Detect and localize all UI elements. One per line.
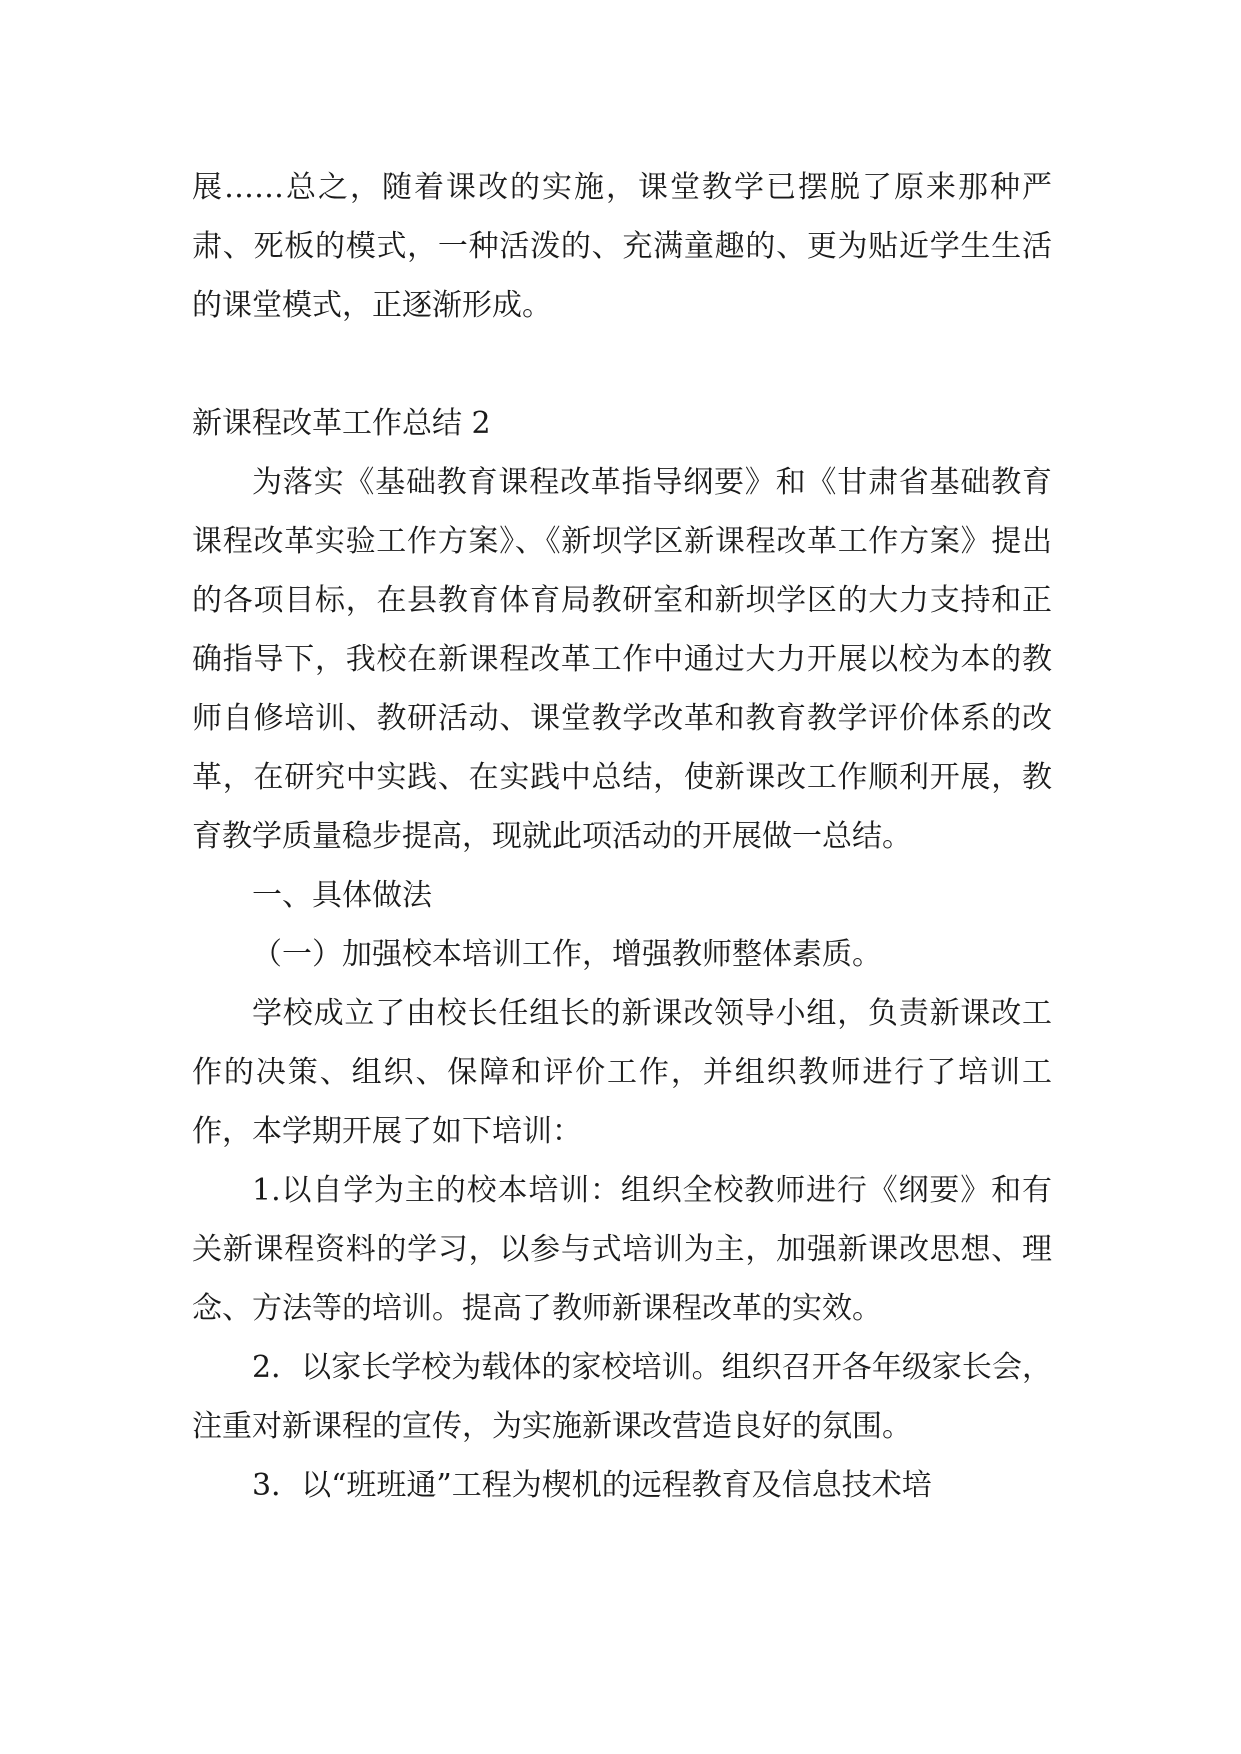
document-body bbox=[192, 158, 1052, 1515]
list-item-3: 3．以“班班通”工程为楔机的远程教育及信息技术培 bbox=[252, 1468, 932, 1503]
subheading-methods: 一、具体做法 bbox=[252, 878, 432, 913]
paragraph-continuation: 展……总之，随着课改的实施，课堂教学已摆脱了原来那种严肃、死板的模式，一种活泼的、充满童趣的、更为贴近学生生活的课堂模式，正逐渐形成。 bbox=[192, 170, 1052, 323]
list-item-1: 1.以自学为主的校本培训：组织全校教师进行《纲要》和有关新课程资料的学习，以参与式培训为主，加强新课改思想、理念、方法等的培训。提高了教师新课程改革的实效。 bbox=[192, 1173, 1052, 1326]
subheading-training: （一）加强校本培训工作，增强教师整体素质。 bbox=[252, 937, 882, 972]
paragraph-intro: 为落实《基础教育课程改革指导纲要》和《甘肃省基础教育课程改革实验工作方案》、《新坝学区新课程改革工作方案》提出的各项目标，在县教育体育局教研室和新坝学区的大力支持和正确指导下，我校在新课程改革工作中通过大力开展以校为本的教师自修培训、教研活动、课堂教学改革和教育教学评价体系的改革，在研究中实践、在实践中总结，使新课改工作顺利开展，教育教学质量稳步提高，现就此项活动的开展做一总结。 bbox=[192, 465, 1052, 854]
section-heading: 新课程改革工作总结 2 bbox=[192, 406, 491, 441]
paragraph-leadership: 学校成立了由校长任组长的新课改领导小组，负责新课改工作的决策、组织、保障和评价工作，并组织教师进行了培训工作，本学期开展了如下培训： bbox=[192, 996, 1052, 1149]
list-item-2: 2．以家长学校为载体的家校培训。组织召开各年级家长会，注重对新课程的宣传，为实施新课改营造良好的氛围。 bbox=[192, 1350, 1052, 1444]
